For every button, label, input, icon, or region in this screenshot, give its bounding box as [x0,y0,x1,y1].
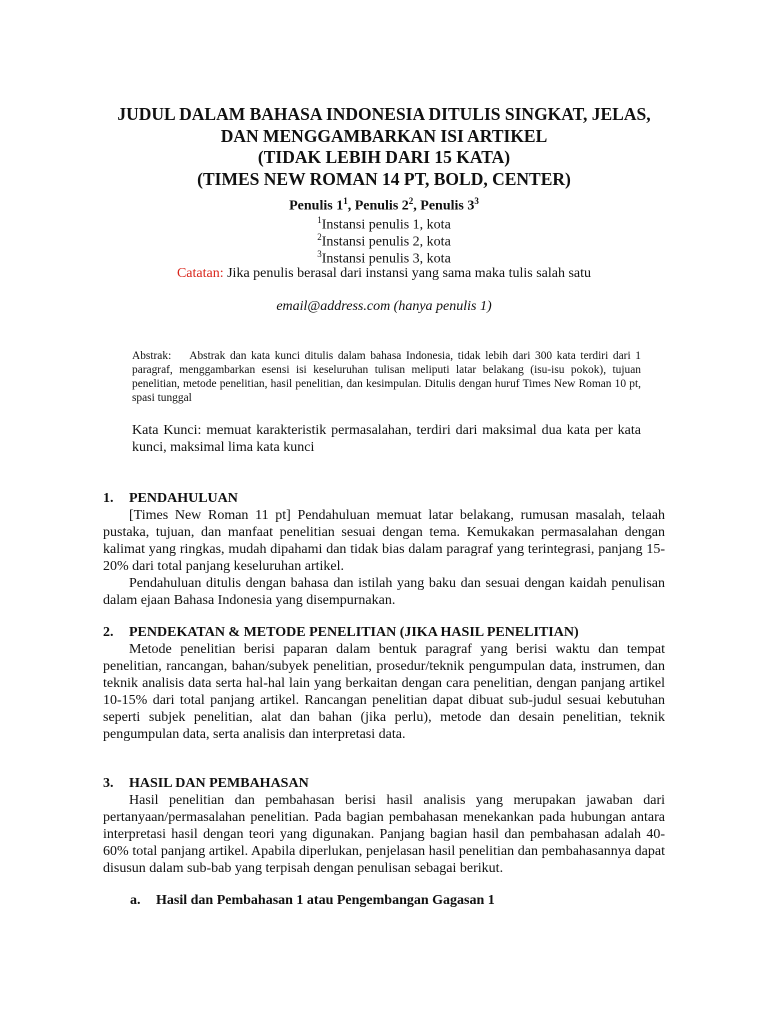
subsection-title: Hasil dan Pembahasan 1 atau Pengembangan Gagasan 1 [156,893,495,908]
section-heading [103,624,579,641]
institution-line [60,249,708,268]
note-text: Jika penulis berasal dari instansi yang sama maka tulis salah satu [223,266,592,281]
contact-email: email@address.com (hanya penulis 1) [276,299,492,314]
institution-line [60,215,708,234]
subsection-heading [130,892,495,909]
institution-text: Instansi penulis 3, kota [321,251,451,267]
section-title: PENDAHULUAN [129,491,238,506]
section-number: 3. [103,776,114,791]
section-paragraph: Pendahuluan ditulis dengan bahasa dan istilah yang baku dan sesuai dengan kaidah penulisan dalam ejaan Bahasa Indonesia yang disempurnakan. [103,576,665,608]
section-paragraph: [Times New Roman 11 pt] Pendahuluan memuat latar belakang, rumusan masalah, telaah pustaka, tujuan, dan manfaat penelitian sesuai dengan tema. Kemukakan permasalahan dengan kalimat yang ringkas, mudah dipahami dan tidak bias dalam paragraf yang terintegrasi, panjang 15-20% dari total panjang keseluruhan artikel. [103,508,665,574]
note-label: Catatan: [176,266,224,281]
section-heading [103,490,238,507]
title-line: DAN MENGGAMBARKAN ISI ARTIKEL [220,125,548,146]
author-separator: , [347,198,355,214]
author-superscript: 3 [474,196,479,206]
section-heading [103,775,309,792]
section-number: 1. [103,491,114,506]
author-name: Penulis 3 [420,198,475,214]
subsection-number: a. [130,893,141,908]
author-superscript: 1 [343,196,348,206]
author-name: Penulis 1 [289,198,344,214]
abstract-text: Abstrak dan kata kunci ditulis dalam bahasa Indonesia, tidak lebih dari 300 kata terdiri dari 1 paragraf, menggambarkan esensi isi keseluruhan tulisan meliputi latar belakang (isu-isu pokok), tujuan penelitian, metode penelitian, hasil penelitian, dan kesimpulan. Ditulis dengan huruf Times New Roman 10 pt, spasi tunggal [132,350,641,404]
institution-superscript: 1 [317,215,322,225]
title-line: (TIMES NEW ROMAN 14 PT, BOLD, CENTER) [197,168,571,189]
author-superscript: 2 [408,196,414,206]
section-paragraph: Hasil penelitian dan pembahasan berisi hasil analisis yang merupakan jawaban dari pertanyaan/permasalahan penelitian. Pada bagian pembahasan menekankan pada hubungan antara interpretasi hasil dengan teori yang digunakan. Panjang bagian hasil dan pembahasan adalah 40-60% total panjang artikel. Apabila diperlukan, penjelasan hasil penelitian dan pembahasannya dapat disusun dalam sub-bab yang terpisah dengan penulisan sebagai berikut. [103,793,665,876]
article-title [60,104,708,190]
institution-line [60,232,708,251]
abstract-label: Abstrak: [132,350,172,362]
author-separator: , [413,198,421,214]
section-title: HASIL DAN PEMBAHASAN [129,776,309,791]
author-list [60,196,708,215]
title-line: JUDUL DALAM BAHASA INDONESIA DITULIS SINGKAT, JELAS, [117,104,651,124]
institution-text: Instansi penulis 1, kota [321,217,451,233]
section-number: 2. [103,625,114,640]
abstract-block [132,349,641,405]
section-paragraph: Metode penelitian berisi paparan dalam bentuk paragraf yang berisi waktu dan tempat penelitian, rancangan, bahan/subyek penelitian, prosedur/teknik pengumpulan data, instrumen, dan teknik analisis data serta hal-hal lain yang berkaitan dengan cara penelitian, dengan panjang artikel 10-15% dari total panjang artikel. Rancangan penelitian dapat dibuat sub-judul sesuai kebutuhan seperti subjek penelitian, alat dan bahan (jika perlu), metode dan desain penelitian, teknik pengumpulan data, serta analisis dan interpretasi data. [103,642,665,742]
title-line: (TIDAK LEBIH DARI 15 KATA) [257,147,511,167]
institution-superscript: 2 [317,232,322,242]
author-name: Penulis 2 [354,198,409,214]
keywords-block: Kata Kunci: memuat karakteristik permasalahan, terdiri dari maksimal dua kata per kata kunci, maksimal lima kata kunci [132,423,641,455]
author-note [60,266,708,282]
institution-text: Instansi penulis 2, kota [321,234,451,250]
section-title: PENDEKATAN & METODE PENELITIAN (JIKA HASIL PENELITIAN) [129,625,579,640]
institution-superscript: 3 [317,249,322,259]
